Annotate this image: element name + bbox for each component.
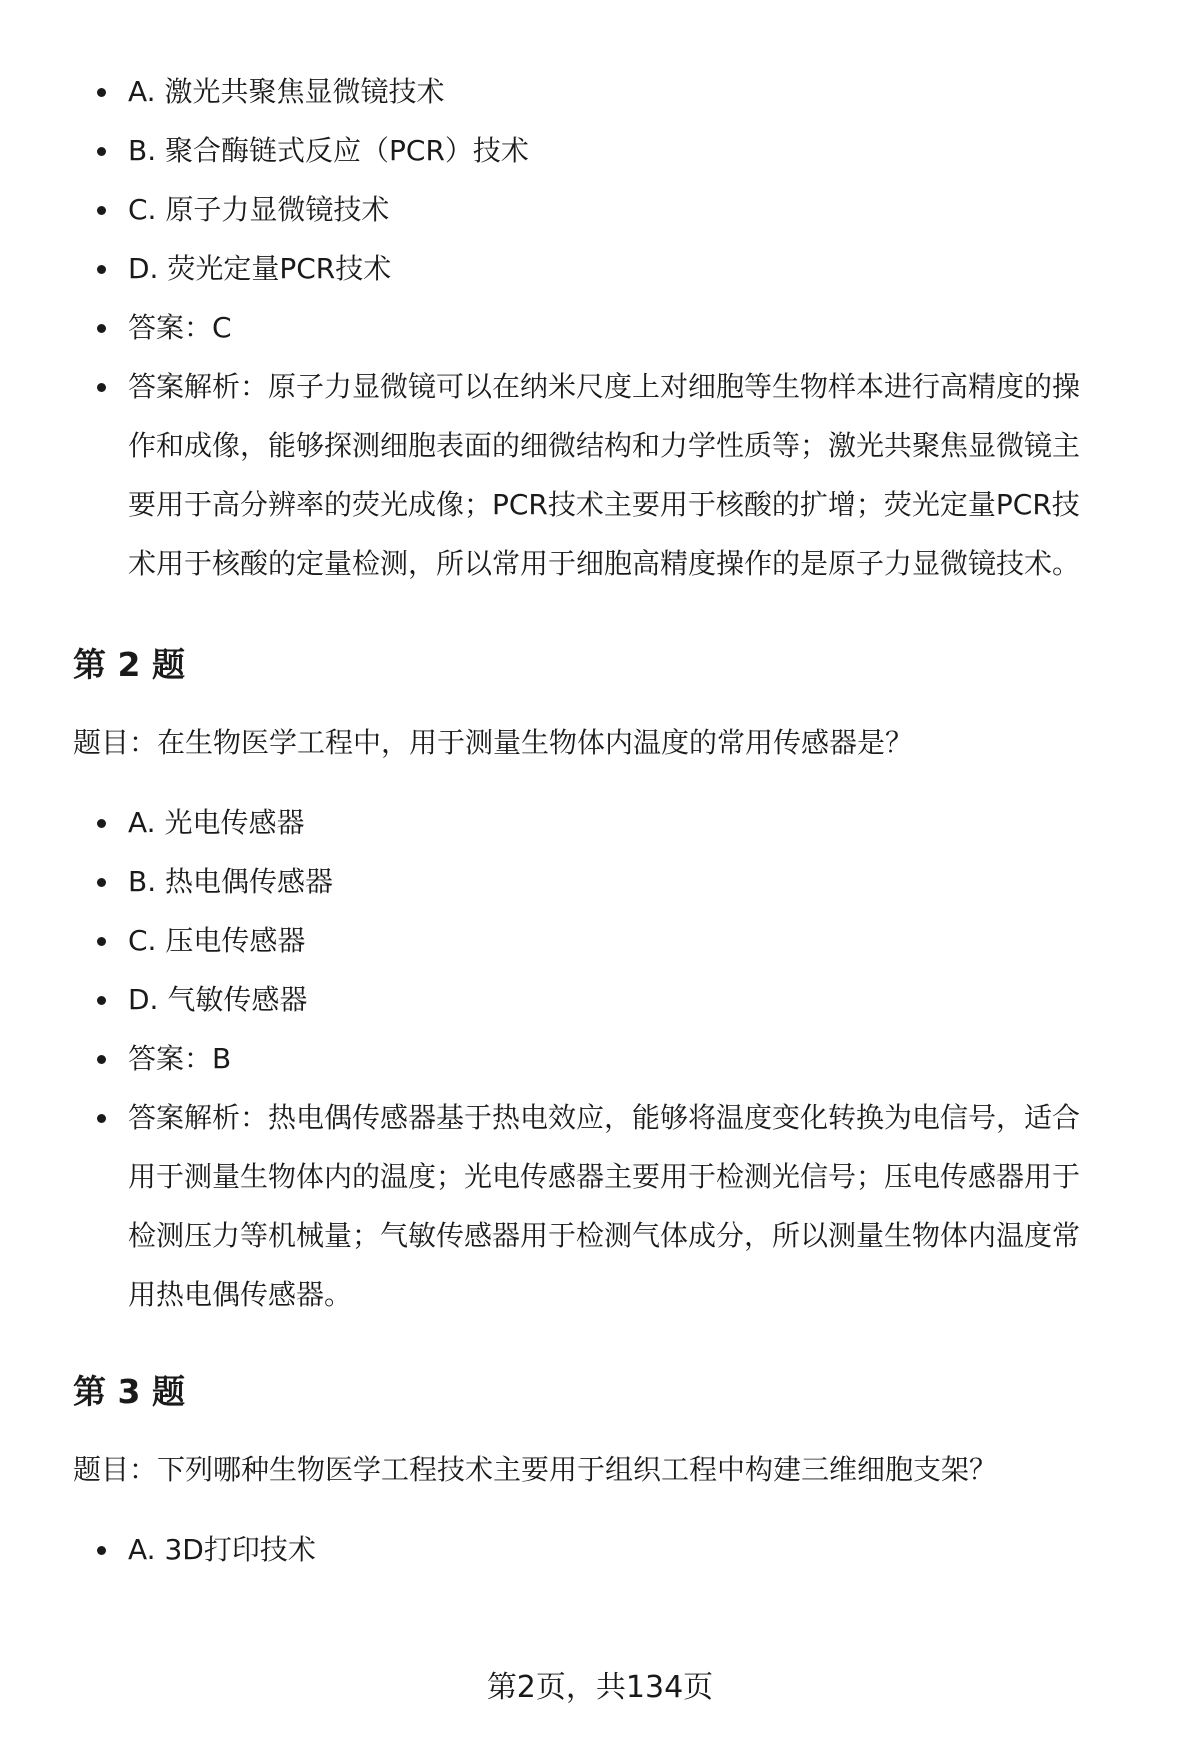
q1-option-c: C. 原子力显微镜技术 <box>128 180 1133 239</box>
q2-explanation: 答案解析：热电偶传感器基于热电效应，能够将温度变化转换为电信号，适合用于测量生物体内的温度；光电传感器主要用于检测光信号；压电传感器用于检测压力等机械量；气敏传感器用于检测气体成分，所以测量生物体内温度常用热电偶传感器。 <box>128 1088 1083 1324</box>
q1-answer: 答案：C <box>128 298 1133 357</box>
q2-option-a: A. 光电传感器 <box>128 793 1133 852</box>
page-footer: 第2页，共134页 <box>486 1670 714 1705</box>
q1-option-d: D. 荧光定量PCR技术 <box>128 239 1133 298</box>
page-content <box>73 62 1133 1579</box>
q2-option-b: B. 热电偶传感器 <box>128 852 1133 911</box>
q2-option-d: D. 气敏传感器 <box>128 970 1133 1029</box>
q2-answer: 答案：B <box>128 1029 1133 1088</box>
q3-option-a: A. 3D打印技术 <box>128 1520 1133 1579</box>
q2-title: 第 2 题 <box>73 645 185 684</box>
q1-option-a: A. 激光共聚焦显微镜技术 <box>128 62 1133 121</box>
q1-option-b: B. 聚合酶链式反应（PCR）技术 <box>128 121 1133 180</box>
q1-explanation: 答案解析：原子力显微镜可以在纳米尺度上对细胞等生物样本进行高精度的操作和成像，能够探测细胞表面的细微结构和力学性质等；激光共聚焦显微镜主要用于高分辨率的荧光成像；PCR技术主要用于核酸的扩增；荧光定量PCR技术用于核酸的定量检测，所以常用于细胞高精度操作的是原子力显微镜技术。 <box>128 357 1083 593</box>
q2-option-c: C. 压电传感器 <box>128 911 1133 970</box>
q3-title: 第 3 题 <box>73 1372 185 1411</box>
q3-option-list <box>73 1520 1133 1579</box>
q2-stem: 题目：在生物医学工程中，用于测量生物体内温度的常用传感器是？ <box>73 726 914 759</box>
q1-option-list <box>73 62 1133 593</box>
q3-stem: 题目：下列哪种生物医学工程技术主要用于组织工程中构建三维细胞支架？ <box>73 1453 998 1486</box>
q2-option-list <box>73 793 1133 1324</box>
